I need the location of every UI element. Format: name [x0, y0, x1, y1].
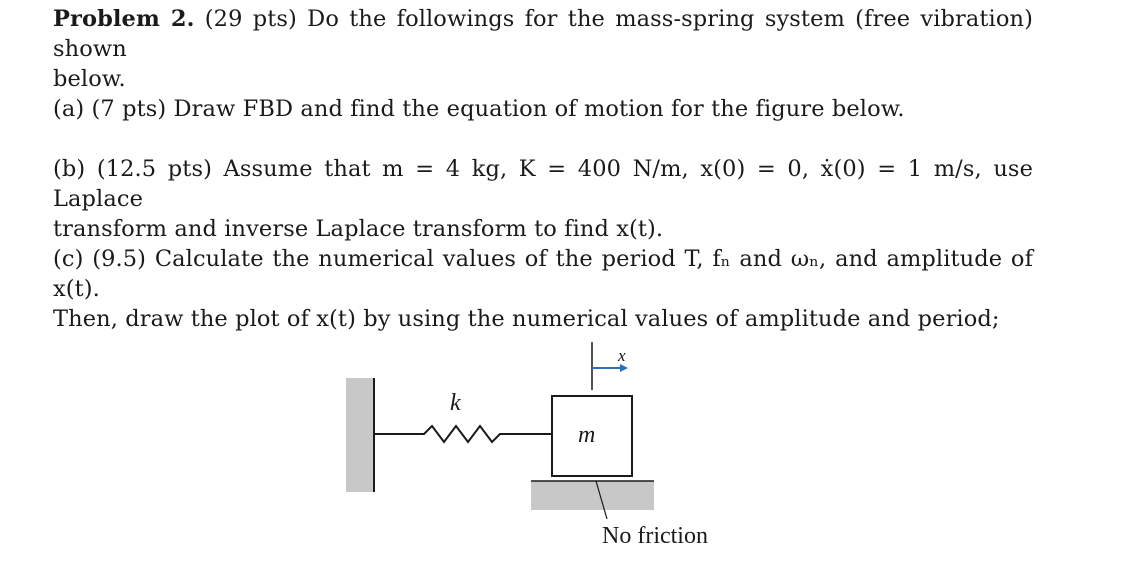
part-b	[53, 154, 1033, 244]
mass-spring-figure	[340, 338, 760, 578]
part-b-line-1: (b) (12.5 pts) Assume that m = 4 kg, K = 400 N/m, x(0) = 0, ẋ(0) = 1 m/s, use Laplace	[53, 156, 1033, 212]
part-c-line-1: (c) (9.5) Calculate the numerical values of the period T, fₙ and ωₙ, and amplitude of x(t).	[53, 246, 1033, 302]
part-c-line-2: Then, draw the plot of x(t) by using the numerical values of amplitude and period;	[53, 306, 1000, 332]
no-friction-label: No friction	[602, 523, 708, 549]
displacement-label: x	[618, 346, 626, 365]
ground-surface	[531, 481, 654, 510]
problem-intro-line-2: below.	[53, 66, 126, 92]
mass-label: m	[578, 422, 596, 448]
mass-spring-diagram	[340, 338, 760, 578]
part-b-line-2: transform and inverse Laplace transform to find x(t).	[53, 216, 664, 242]
problem-intro-text: (29 pts) Do the followings for the mass-spring system (free vibration) shown	[53, 6, 1033, 62]
problem-heading: Problem 2.	[53, 6, 195, 32]
problem-intro-line-1	[53, 4, 1033, 64]
spring-label: k	[450, 390, 461, 416]
problem-intro	[53, 4, 1033, 94]
part-a-text: (a) (7 pts) Draw FBD and find the equation of motion for the figure below.	[53, 96, 905, 122]
fixed-wall	[346, 378, 374, 492]
part-a	[53, 94, 1033, 124]
spring	[374, 426, 552, 442]
part-c	[53, 244, 1033, 334]
displacement-arrow-icon	[620, 364, 628, 372]
